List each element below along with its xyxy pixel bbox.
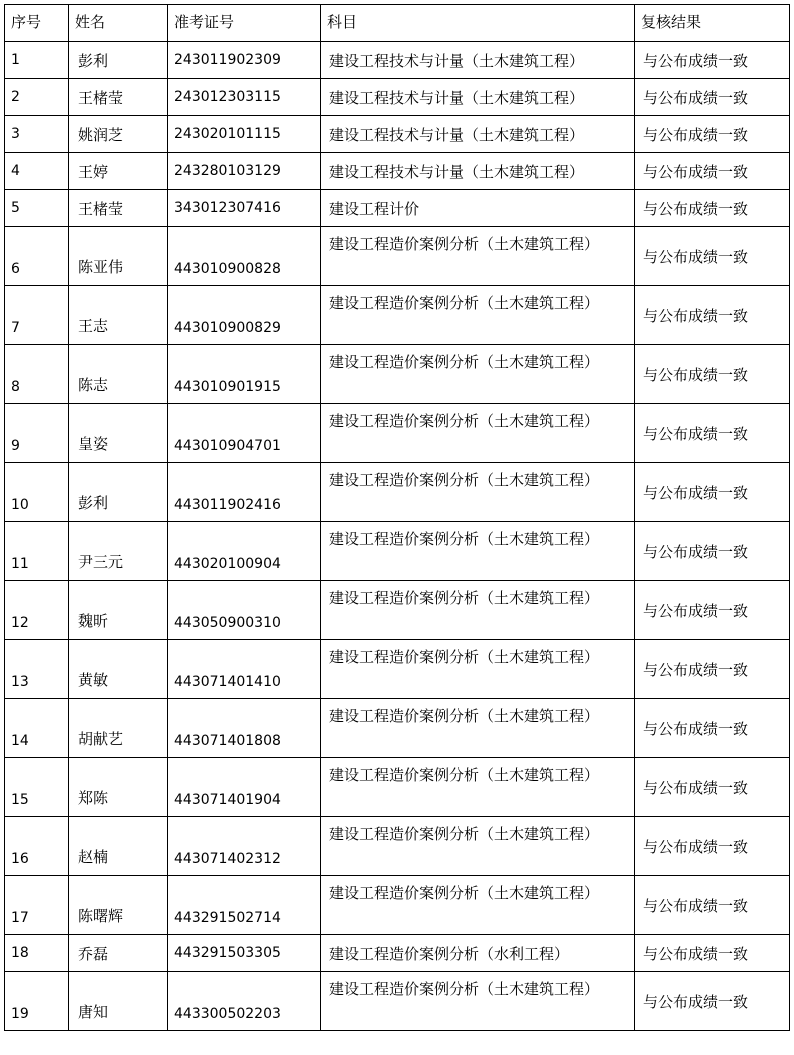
header-subject: 科目 [321,5,635,42]
cell-name: 皇姿 [69,404,168,463]
table-row [5,463,790,522]
cell-exam-id: 443010904701 [168,404,321,463]
cell-subject: 建设工程造价案例分析（土木建筑工程） [321,522,635,581]
cell-seq: 12 [5,581,69,640]
cell-name: 王婷 [69,153,168,190]
cell-exam-id: 443020100904 [168,522,321,581]
cell-exam-id: 443011902416 [168,463,321,522]
cell-subject: 建设工程造价案例分析（土木建筑工程） [321,463,635,522]
cell-seq: 1 [5,42,69,79]
cell-name: 乔磊 [69,935,168,972]
cell-exam-id: 243020101115 [168,116,321,153]
cell-exam-id: 443010900829 [168,286,321,345]
cell-result: 与公布成绩一致 [635,876,790,935]
cell-result: 与公布成绩一致 [635,153,790,190]
cell-exam-id: 443071402312 [168,817,321,876]
cell-name: 魏昕 [69,581,168,640]
cell-subject: 建设工程造价案例分析（土木建筑工程） [321,581,635,640]
cell-seq: 13 [5,640,69,699]
cell-result: 与公布成绩一致 [635,286,790,345]
cell-exam-id: 243280103129 [168,153,321,190]
table-row [5,817,790,876]
cell-seq: 6 [5,227,69,286]
cell-seq: 14 [5,699,69,758]
cell-result: 与公布成绩一致 [635,79,790,116]
cell-seq: 9 [5,404,69,463]
cell-result: 与公布成绩一致 [635,817,790,876]
cell-name: 彭利 [69,463,168,522]
header-name: 姓名 [69,5,168,42]
table-row [5,876,790,935]
table-row [5,79,790,116]
cell-name: 郑陈 [69,758,168,817]
cell-seq: 7 [5,286,69,345]
cell-seq: 4 [5,153,69,190]
cell-subject: 建设工程造价案例分析（土木建筑工程） [321,758,635,817]
table-row [5,640,790,699]
cell-seq: 8 [5,345,69,404]
cell-subject: 建设工程造价案例分析（水利工程） [321,935,635,972]
cell-seq: 2 [5,79,69,116]
cell-subject: 建设工程造价案例分析（土木建筑工程） [321,345,635,404]
cell-subject: 建设工程造价案例分析（土木建筑工程） [321,699,635,758]
cell-result: 与公布成绩一致 [635,699,790,758]
table-row [5,286,790,345]
cell-exam-id: 443071401410 [168,640,321,699]
header-row [5,5,790,42]
table-row [5,153,790,190]
cell-result: 与公布成绩一致 [635,404,790,463]
cell-result: 与公布成绩一致 [635,42,790,79]
cell-result: 与公布成绩一致 [635,227,790,286]
table-row [5,190,790,227]
cell-name: 黄敏 [69,640,168,699]
table-row [5,42,790,79]
cell-exam-id: 443010900828 [168,227,321,286]
table-row [5,345,790,404]
cell-result: 与公布成绩一致 [635,972,790,1031]
table-row [5,758,790,817]
cell-name: 尹三元 [69,522,168,581]
cell-exam-id: 243011902309 [168,42,321,79]
cell-subject: 建设工程造价案例分析（土木建筑工程） [321,972,635,1031]
cell-result: 与公布成绩一致 [635,116,790,153]
cell-exam-id: 443291503305 [168,935,321,972]
cell-seq: 17 [5,876,69,935]
table-row [5,227,790,286]
cell-result: 与公布成绩一致 [635,190,790,227]
cell-subject: 建设工程技术与计量（土木建筑工程） [321,42,635,79]
cell-seq: 15 [5,758,69,817]
cell-exam-id: 443071401808 [168,699,321,758]
cell-name: 王志 [69,286,168,345]
cell-name: 陈志 [69,345,168,404]
cell-exam-id: 343012307416 [168,190,321,227]
cell-name: 彭利 [69,42,168,79]
cell-subject: 建设工程造价案例分析（土木建筑工程） [321,640,635,699]
table-row [5,581,790,640]
cell-name: 唐知 [69,972,168,1031]
table-row [5,522,790,581]
cell-name: 胡献艺 [69,699,168,758]
cell-name: 陈亚伟 [69,227,168,286]
cell-subject: 建设工程造价案例分析（土木建筑工程） [321,876,635,935]
cell-exam-id: 443050900310 [168,581,321,640]
cell-subject: 建设工程造价案例分析（土木建筑工程） [321,817,635,876]
table-row [5,404,790,463]
table-row [5,699,790,758]
cell-subject: 建设工程造价案例分析（土木建筑工程） [321,227,635,286]
cell-result: 与公布成绩一致 [635,640,790,699]
cell-seq: 3 [5,116,69,153]
cell-result: 与公布成绩一致 [635,758,790,817]
header-result: 复核结果 [635,5,790,42]
table-row [5,972,790,1031]
cell-result: 与公布成绩一致 [635,463,790,522]
cell-name: 姚润芝 [69,116,168,153]
cell-subject: 建设工程造价案例分析（土木建筑工程） [321,404,635,463]
cell-result: 与公布成绩一致 [635,345,790,404]
cell-seq: 19 [5,972,69,1031]
cell-seq: 18 [5,935,69,972]
cell-subject: 建设工程造价案例分析（土木建筑工程） [321,286,635,345]
cell-result: 与公布成绩一致 [635,522,790,581]
cell-subject: 建设工程技术与计量（土木建筑工程） [321,79,635,116]
table-row [5,116,790,153]
cell-seq: 11 [5,522,69,581]
cell-seq: 16 [5,817,69,876]
header-exam-id: 准考证号 [168,5,321,42]
cell-exam-id: 443291502714 [168,876,321,935]
cell-name: 王楮莹 [69,79,168,116]
cell-subject: 建设工程技术与计量（土木建筑工程） [321,153,635,190]
cell-result: 与公布成绩一致 [635,935,790,972]
cell-subject: 建设工程技术与计量（土木建筑工程） [321,116,635,153]
cell-exam-id: 443071401904 [168,758,321,817]
results-table [4,4,790,1031]
cell-result: 与公布成绩一致 [635,581,790,640]
cell-exam-id: 443300502203 [168,972,321,1031]
cell-exam-id: 243012303115 [168,79,321,116]
cell-seq: 5 [5,190,69,227]
header-seq: 序号 [5,5,69,42]
cell-name: 赵楠 [69,817,168,876]
cell-subject: 建设工程计价 [321,190,635,227]
table-row [5,935,790,972]
cell-seq: 10 [5,463,69,522]
cell-name: 王楮莹 [69,190,168,227]
cell-exam-id: 443010901915 [168,345,321,404]
cell-name: 陈曙辉 [69,876,168,935]
